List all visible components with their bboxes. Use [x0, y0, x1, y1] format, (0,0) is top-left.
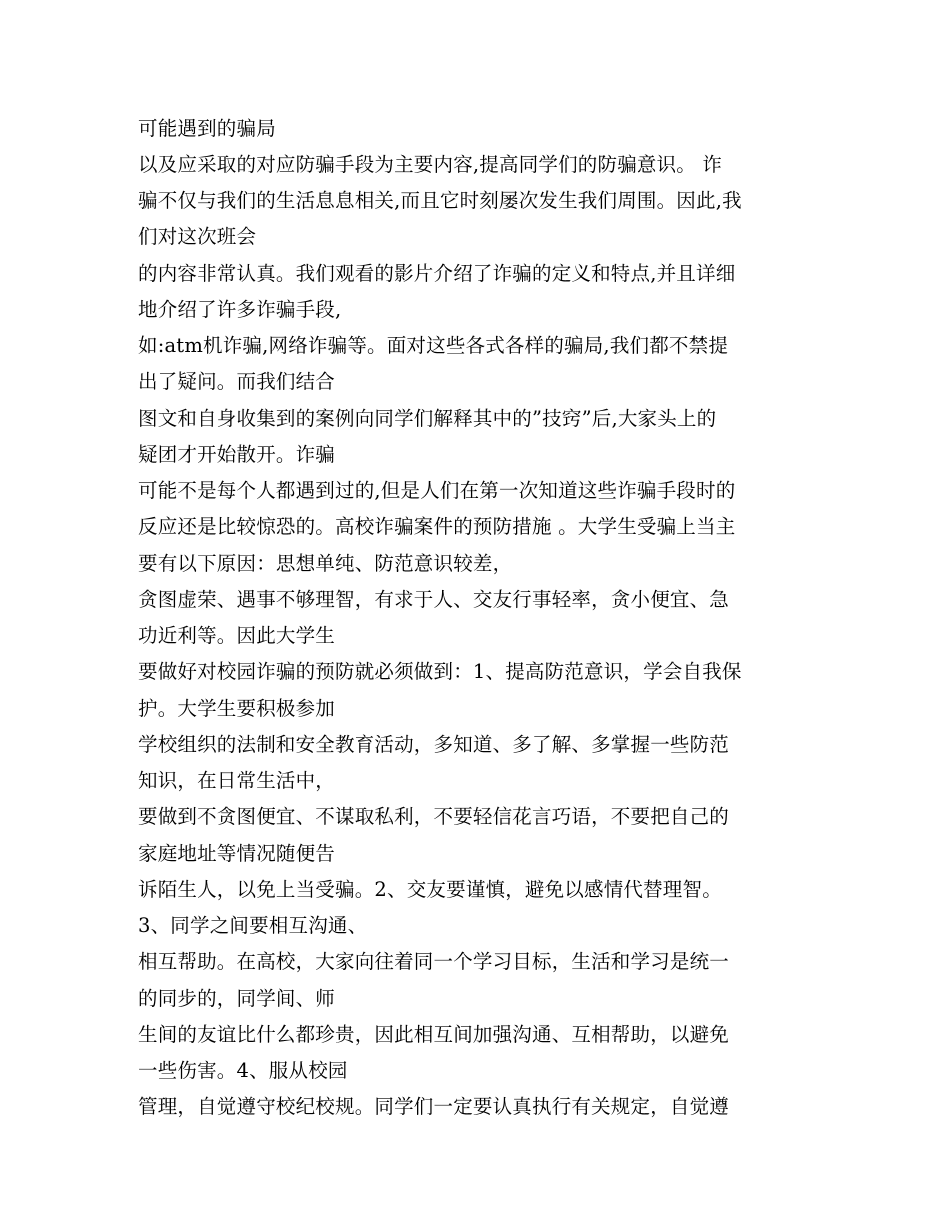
text-line: 地介绍了许多诈骗手段,: [138, 298, 342, 321]
text-line: 一些伤害。4、服从校园: [138, 1059, 348, 1082]
text-line: 功近利等。因此大学生: [138, 624, 336, 647]
text-line: 可能不是每个人都遇到过的,但是人们在第一次知道这些诈骗手段时的: [138, 479, 736, 502]
text-line: 出了疑问。而我们结合: [138, 370, 336, 393]
text-line: 如:atm机诈骗,网络诈骗等。面对这些各式各样的骗局,我们都不禁提: [138, 334, 729, 357]
text-line: 3、同学之间要相互沟通、: [138, 914, 368, 937]
text-line: 学校组织的法制和安全教育活动，多知道、多了解、多掌握一些防范: [138, 733, 730, 756]
text-line: 管理，自觉遵守校纪校规。同学们一定要认真执行有关规定，自觉遵: [138, 1095, 730, 1118]
text-line: 要做到不贪图便宜、不谋取私利，不要轻信花言巧语，不要把自己的: [138, 805, 730, 828]
text-line: 相互帮助。在高校，大家向往着同一个学习目标，生活和学习是统一: [138, 950, 730, 973]
text-line: 可能遇到的骗局: [138, 117, 276, 140]
text-line: 疑团才开始散开。诈骗: [138, 443, 336, 466]
text-line: 诉陌生人，以免上当受骗。2、交友要谨慎，避免以感情代替理智。: [138, 878, 722, 901]
text-line: 知识，在日常生活中，: [138, 769, 336, 792]
text-line: 要做好对校园诈骗的预防就必须做到：1、提高防范意识，学会自我保: [138, 660, 742, 683]
text-line: 护。大学生要积极参加: [138, 697, 336, 720]
text-line: 骗不仅与我们的生活息息相关,而且它时刻屡次发生我们周围。因此,我: [138, 189, 742, 212]
text-line: 要有以下原因：思想单纯、防范意识较差，: [138, 552, 513, 575]
text-line: 生间的友谊比什么都珍贵，因此相互间加强沟通、互相帮助，以避免: [138, 1023, 730, 1046]
text-line: 以及应采取的对应防骗手段为主要内容,提高同学们的防骗意识。 诈: [138, 153, 723, 176]
text-line: 家庭地址等情况随便告: [138, 842, 336, 865]
text-line: 图文和自身收集到的案例向同学们解释其中的”技窍”后,大家头上的: [138, 407, 717, 430]
text-line: 们对这次班会: [138, 225, 257, 248]
text-line: 的内容非常认真。我们观看的影片介绍了诈骗的定义和特点,并且详细: [138, 262, 736, 285]
text-line: 贪图虚荣、遇事不够理智，有求于人、交友行事轻率，贪小便宜、急: [138, 588, 730, 611]
text-line: 的同步的，同学间、师: [138, 987, 336, 1010]
text-line: 反应还是比较惊恐的。高校诈骗案件的预防措施 。大学生受骗上当主: [138, 515, 736, 538]
